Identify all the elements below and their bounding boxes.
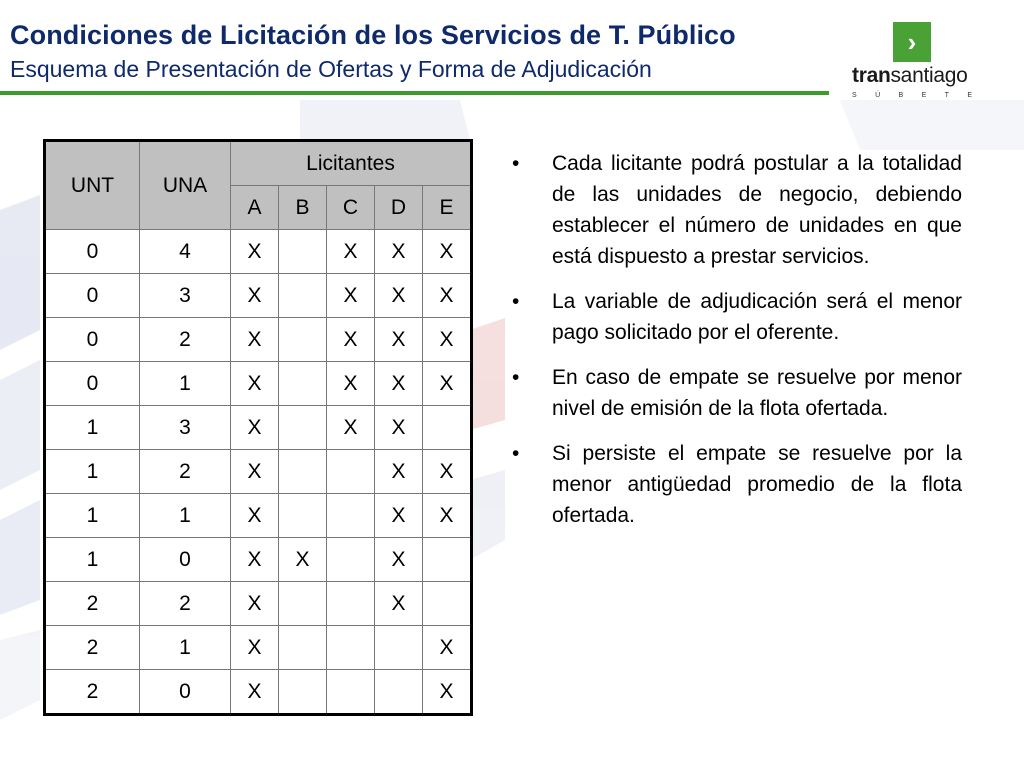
cell-bidder-mark: X: [231, 230, 279, 274]
cell-unt: 2: [45, 582, 140, 626]
cell-bidder-mark: [423, 538, 472, 582]
cell-bidder-mark: X: [231, 670, 279, 715]
bullet-item: [512, 286, 962, 348]
cell-una: 2: [140, 450, 231, 494]
cell-bidder-mark: X: [327, 362, 375, 406]
table-row: [45, 230, 472, 274]
table-row: [45, 318, 472, 362]
cell-bidder-mark: [375, 670, 423, 715]
cell-bidder-mark: X: [231, 582, 279, 626]
logo-wordmark-rest: santiago: [890, 64, 968, 87]
cell-bidder-mark: [423, 582, 472, 626]
cell-bidder-mark: X: [375, 582, 423, 626]
logo-wordmark: [852, 64, 967, 88]
cell-bidder-mark: X: [375, 318, 423, 362]
cell-bidder-mark: X: [279, 538, 327, 582]
cell-unt: 1: [45, 450, 140, 494]
cell-bidder-mark: [279, 670, 327, 715]
cell-unt: 2: [45, 670, 140, 715]
table-row: [45, 494, 472, 538]
cell-una: 2: [140, 318, 231, 362]
cell-bidder-mark: [375, 626, 423, 670]
bullet-item: [512, 438, 962, 531]
cell-bidder-mark: [279, 494, 327, 538]
cell-bidder-mark: X: [375, 450, 423, 494]
cell-una: 3: [140, 406, 231, 450]
cell-bidder-mark: X: [375, 494, 423, 538]
cell-una: 1: [140, 626, 231, 670]
cell-bidder-mark: X: [231, 538, 279, 582]
cell-bidder-mark: X: [327, 318, 375, 362]
cell-bidder-mark: [327, 494, 375, 538]
cell-unt: 1: [45, 494, 140, 538]
cell-bidder-mark: [279, 230, 327, 274]
cell-bidder-mark: [279, 274, 327, 318]
cell-una: 4: [140, 230, 231, 274]
cell-una: 0: [140, 670, 231, 715]
table-row: [45, 274, 472, 318]
cell-bidder-mark: X: [327, 230, 375, 274]
chevron-right-icon: ›: [893, 22, 931, 62]
cell-bidder-mark: X: [327, 406, 375, 450]
table-row: [45, 406, 472, 450]
bullet-text: Cada licitante podrá postular a la totalidad de las unidades de negocio, debiendo establecer el número de unidades en que está dispuesto a prestar servicios.: [552, 152, 962, 268]
header-unt: UNT: [45, 141, 140, 230]
cell-bidder-mark: X: [423, 626, 472, 670]
cell-bidder-mark: X: [231, 494, 279, 538]
cell-bidder-mark: [327, 450, 375, 494]
cell-bidder-mark: [423, 406, 472, 450]
cell-bidder-mark: X: [375, 274, 423, 318]
bullet-list: [512, 148, 962, 545]
bidders-table: [43, 139, 473, 716]
bullet-item: [512, 148, 962, 272]
cell-bidder-mark: X: [423, 274, 472, 318]
cell-bidder-mark: X: [231, 274, 279, 318]
logo-tagline-letter: E: [967, 92, 972, 99]
table-row: [45, 450, 472, 494]
cell-bidder-mark: X: [231, 406, 279, 450]
header-bidder: B: [279, 186, 327, 230]
table-body: [45, 230, 472, 715]
header-bidder: A: [231, 186, 279, 230]
bullet-text: Si persiste el empate se resuelve por la menor antigüedad promedio de la flota ofertada.: [552, 442, 962, 527]
cell-unt: 1: [45, 538, 140, 582]
bullet-icon: •: [512, 442, 520, 465]
cell-bidder-mark: X: [375, 230, 423, 274]
cell-bidder-mark: X: [231, 362, 279, 406]
header-una: UNA: [140, 141, 231, 230]
cell-bidder-mark: X: [231, 450, 279, 494]
logo-tagline-letter: T: [944, 92, 949, 99]
cell-una: 2: [140, 582, 231, 626]
cell-bidder-mark: [327, 670, 375, 715]
table-row: [45, 362, 472, 406]
cell-bidder-mark: X: [231, 626, 279, 670]
logo-tagline-letter: B: [898, 92, 904, 99]
table-row: [45, 538, 472, 582]
cell-bidder-mark: [327, 538, 375, 582]
cell-una: 1: [140, 362, 231, 406]
logo-tagline: [852, 92, 972, 99]
cell-bidder-mark: X: [423, 362, 472, 406]
cell-bidder-mark: [279, 318, 327, 362]
cell-bidder-mark: X: [423, 450, 472, 494]
cell-bidder-mark: X: [327, 274, 375, 318]
bullet-item: [512, 362, 962, 424]
bullet-text: En caso de empate se resuelve por menor nivel de emisión de la flota ofertada.: [552, 366, 962, 420]
transantiago-logo: [850, 20, 975, 105]
cell-bidder-mark: [327, 582, 375, 626]
cell-bidder-mark: [279, 362, 327, 406]
logo-tagline-letter: S: [852, 92, 857, 99]
cell-bidder-mark: X: [375, 538, 423, 582]
page-subtitle: Esquema de Presentación de Ofertas y Forma de Adjudicación: [10, 56, 652, 82]
logo-tagline-letter: E: [921, 92, 927, 99]
cell-bidder-mark: [279, 582, 327, 626]
cell-bidder-mark: X: [375, 362, 423, 406]
cell-una: 0: [140, 538, 231, 582]
table-row: [45, 626, 472, 670]
cell-unt: 0: [45, 362, 140, 406]
cell-bidder-mark: X: [423, 670, 472, 715]
header-licitantes: Licitantes: [231, 141, 472, 186]
cell-bidder-mark: [327, 626, 375, 670]
table-row: [45, 582, 472, 626]
bullet-icon: •: [512, 290, 520, 313]
bullet-text: La variable de adjudicación será el menor pago solicitado por el oferente.: [552, 290, 962, 344]
cell-bidder-mark: X: [423, 494, 472, 538]
cell-bidder-mark: [279, 626, 327, 670]
cell-bidder-mark: X: [231, 318, 279, 362]
cell-una: 1: [140, 494, 231, 538]
cell-bidder-mark: [279, 406, 327, 450]
cell-una: 3: [140, 274, 231, 318]
header-bidder: E: [423, 186, 472, 230]
logo-wordmark-bold: tran: [852, 64, 891, 87]
bullet-icon: •: [512, 152, 520, 175]
cell-unt: 1: [45, 406, 140, 450]
cell-bidder-mark: X: [375, 406, 423, 450]
cell-unt: 0: [45, 230, 140, 274]
title-divider: [0, 91, 829, 95]
logo-tagline-letter: Ú: [875, 92, 881, 99]
cell-bidder-mark: X: [423, 318, 472, 362]
cell-bidder-mark: [279, 450, 327, 494]
header-bidder: D: [375, 186, 423, 230]
bullet-icon: •: [512, 366, 520, 389]
table-row: [45, 670, 472, 715]
page-title: Condiciones de Licitación de los Servicios de T. Público: [10, 20, 736, 50]
cell-unt: 0: [45, 274, 140, 318]
cell-unt: 0: [45, 318, 140, 362]
cell-bidder-mark: X: [423, 230, 472, 274]
table-header-row: [45, 141, 472, 186]
cell-unt: 2: [45, 626, 140, 670]
header-bidder: C: [327, 186, 375, 230]
